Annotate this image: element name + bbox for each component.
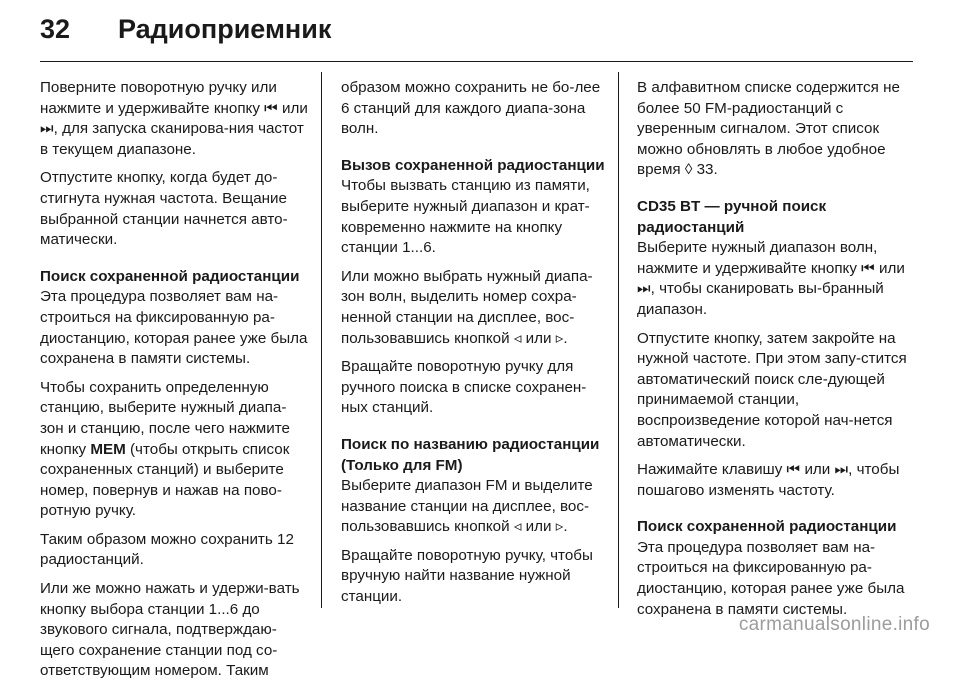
paragraph: Нажимайте клавишу ⏮ или ⏭, чтобы пошагово изменять частоту.: [637, 461, 900, 499]
section-heading: Поиск сохраненной радиостанции: [40, 267, 300, 285]
paragraph: Выберите диапазон FM и выделите название станции на дисплее, вос-пользовавшись кнопкой ◃ или ▹.: [341, 477, 593, 536]
watermark-text: carmanualsonline.info: [738, 614, 930, 635]
paragraph: образом можно сохранить не бо-лее 6 станций для каждого диапа-зона волн.: [341, 79, 601, 138]
page-title: Радиоприемник: [118, 14, 332, 44]
paragraph: Эта процедура позволяет вам на-строиться на фиксированную ра-диостанцию, которая ранее уже была сохранена в памяти системы.: [637, 538, 905, 618]
text-span: Чтобы сохранить определенную станцию, выберите нужный диапа-зон и станцию, после чего нажмите кнопку: [40, 378, 290, 458]
column-2: [341, 78, 609, 616]
section-heading: Вызов сохраненной радиостанции: [341, 156, 605, 174]
paragraph: В алфавитном списке содержится не более 50 FM-радиостанций с уверенным сигналом. Этот список можно обновлять в любое удобное время ◊ 33.: [637, 79, 900, 179]
text-span: (чтобы открыть список сохраненных станций) и выберите номер, повернув и нажав на пово-ротную ручку.: [40, 440, 290, 520]
column-1: [40, 78, 308, 690]
paragraph: Вращайте поворотную ручку для ручного поиска в списке сохранен-ных станций.: [341, 358, 587, 417]
paragraph: Таким образом можно сохранить 12 радиостанций.: [40, 530, 294, 569]
paragraph: Вращайте поворотную ручку, чтобы вручную найти название нужной станции.: [341, 546, 593, 606]
section-heading: CD35 BT — ручной поиск радиостанций: [637, 197, 827, 236]
paragraph: [40, 378, 308, 522]
column-3: [637, 78, 913, 628]
paragraph: Или можно выбрать нужный диапа-зон волн, выделить номер сохра-ненной станции на дисплее, вос-пользовавшись кнопкой ◃ или ▹.: [341, 267, 593, 347]
paragraph: Эта процедура позволяет вам на-строиться на фиксированную ра-диостанцию, которая ранее уже была сохранена в памяти системы.: [40, 288, 308, 368]
column-divider-1: [321, 72, 322, 608]
paragraph: Выберите нужный диапазон волн, нажмите и удерживайте кнопку ⏮ или ⏭, чтобы сканировать вы-бранный диапазон.: [637, 239, 905, 318]
page-header: [40, 12, 910, 58]
paragraph: Поверните поворотную ручку или нажмите и удерживайте кнопку ⏮ или ⏭, для запуска сканирова-ния частот в текущем диапазоне.: [40, 79, 308, 158]
paragraph: Чтобы вызвать станцию из памяти, выберите нужный диапазон и крат-ковременно нажмите на кнопку станции 1...6.: [341, 177, 590, 257]
header-divider: [40, 61, 913, 62]
page-number: 32: [40, 14, 71, 44]
column-divider-2: [618, 72, 619, 608]
paragraph: Отпустите кнопку, затем закройте на нужной частоте. При этом запу-стится автоматический поиск сле-дующей принимаемой станции, воспроизведение которой нач-нется автоматически.: [637, 329, 907, 450]
section-heading: Поиск по названию радиостанции (Только для FM): [341, 435, 600, 474]
section-heading: Поиск сохраненной радиостанции: [637, 518, 897, 536]
paragraph: Отпустите кнопку, когда будет до-стигнута нужная частота. Вещание выбранной станции начнется авто-матически.: [40, 169, 288, 249]
paragraph: Или же можно нажать и удержи-вать кнопку выбора станции 1...6 до звукового сигнала, подтверждаю-щего сохранение станции под со-ответствующим номером. Таким: [40, 580, 300, 680]
mem-button-label: MEM: [90, 440, 126, 458]
